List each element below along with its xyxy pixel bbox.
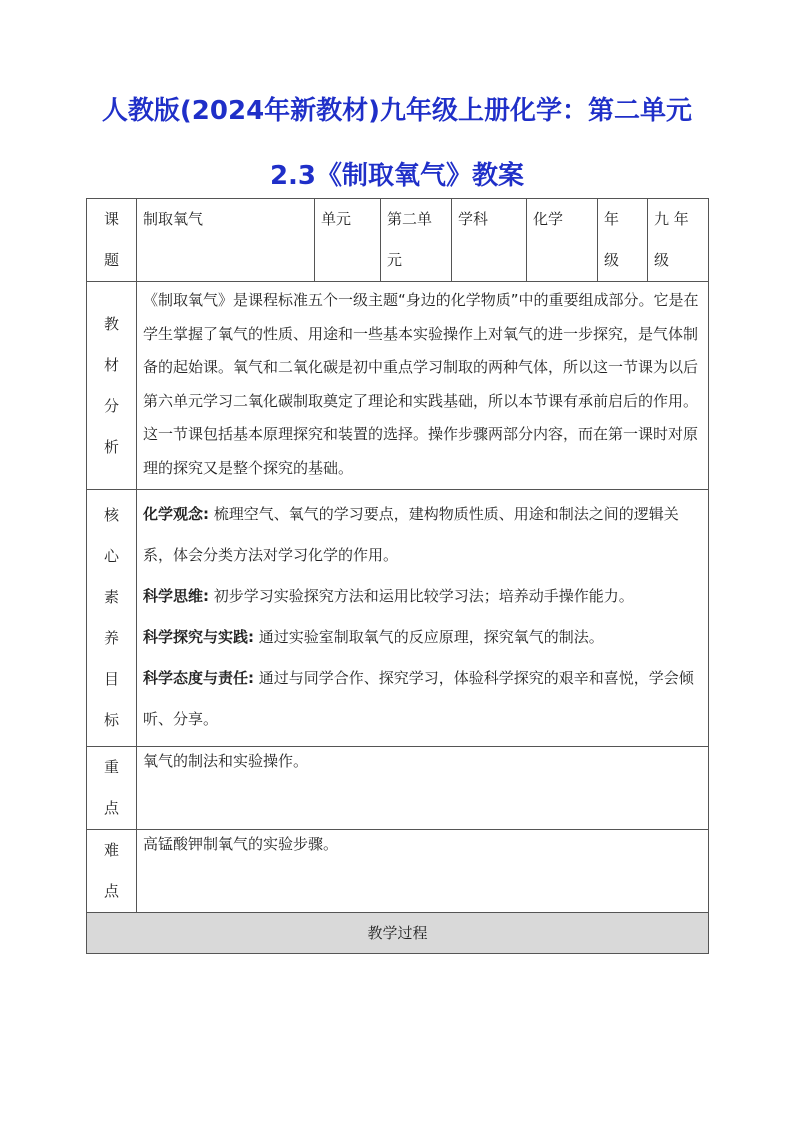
grade-value: 九 年 级 [648, 199, 709, 282]
subject-value: 化学 [527, 199, 598, 282]
material-row [87, 282, 709, 490]
key-point-text: 氧气的制法和实验操作。 [137, 747, 709, 830]
header-row [87, 199, 709, 282]
grade-label: 年 级 [598, 199, 648, 282]
teaching-process-header: 教学过程 [87, 913, 709, 954]
literacy-label: 核 心 素 养 目 标 [87, 490, 137, 747]
topic-value: 制取氧气 [137, 199, 315, 282]
subject-label: 学科 [452, 199, 527, 282]
unit-value: 第二单 元 [381, 199, 452, 282]
goal-chemical-concept: 化学观念: 梳理空气、氧气的学习要点，建构物质性质、用途和制法之间的逻辑关系，体会分类方法对学习化学的作用。 [143, 505, 679, 564]
document-title-line2: 2.3《制取氧气》教案 [269, 161, 525, 191]
key-point-label: 重 点 [87, 747, 137, 830]
material-label: 教 材 分 析 [87, 282, 137, 490]
difficulty-label: 难 点 [87, 830, 137, 913]
document-title-line1: 人教版(2024年新教材)九年级上册化学：第二单元 [101, 96, 693, 126]
difficulty-text: 高锰酸钾制氧气的实验步骤。 [137, 830, 709, 913]
goal-scientific-attitude: 科学态度与责任: 通过与同学合作、探究学习，体验科学探究的艰辛和喜悦，学会倾听、分享。 [143, 669, 694, 728]
process-row [87, 913, 709, 954]
topic-label: 课 题 [87, 199, 137, 282]
material-analysis-text: 《制取氧气》是课程标准五个一级主题“身边的化学物质”中的重要组成部分。它是在学生掌握了氧气的性质、用途和一些基本实验操作上对氧气的进一步探究，是气体制备的起始课。氧气和二氧化碳是初中重点学习制取的两种气体，所以这一节课为以后第六单元学习二氧化碳制取奠定了理论和实践基础，所以本节课有承前启后的作用。这一节课包括基本原理探究和装置的选择。操作步骤两部分内容，而在第一课时对原理的探究又是整个探究的基础。 [137, 282, 709, 490]
goal-scientific-thinking: 科学思维: 初步学习实验探究方法和运用比较学习法；培养动手操作能力。 [143, 587, 634, 605]
key-point-row [87, 747, 709, 830]
unit-label: 单元 [315, 199, 381, 282]
lesson-plan-table [86, 198, 709, 954]
literacy-goals [137, 490, 709, 747]
literacy-row [87, 490, 709, 747]
goal-scientific-inquiry: 科学探究与实践: 通过实验室制取氧气的反应原理，探究氧气的制法。 [143, 628, 604, 646]
difficulty-row [87, 830, 709, 913]
